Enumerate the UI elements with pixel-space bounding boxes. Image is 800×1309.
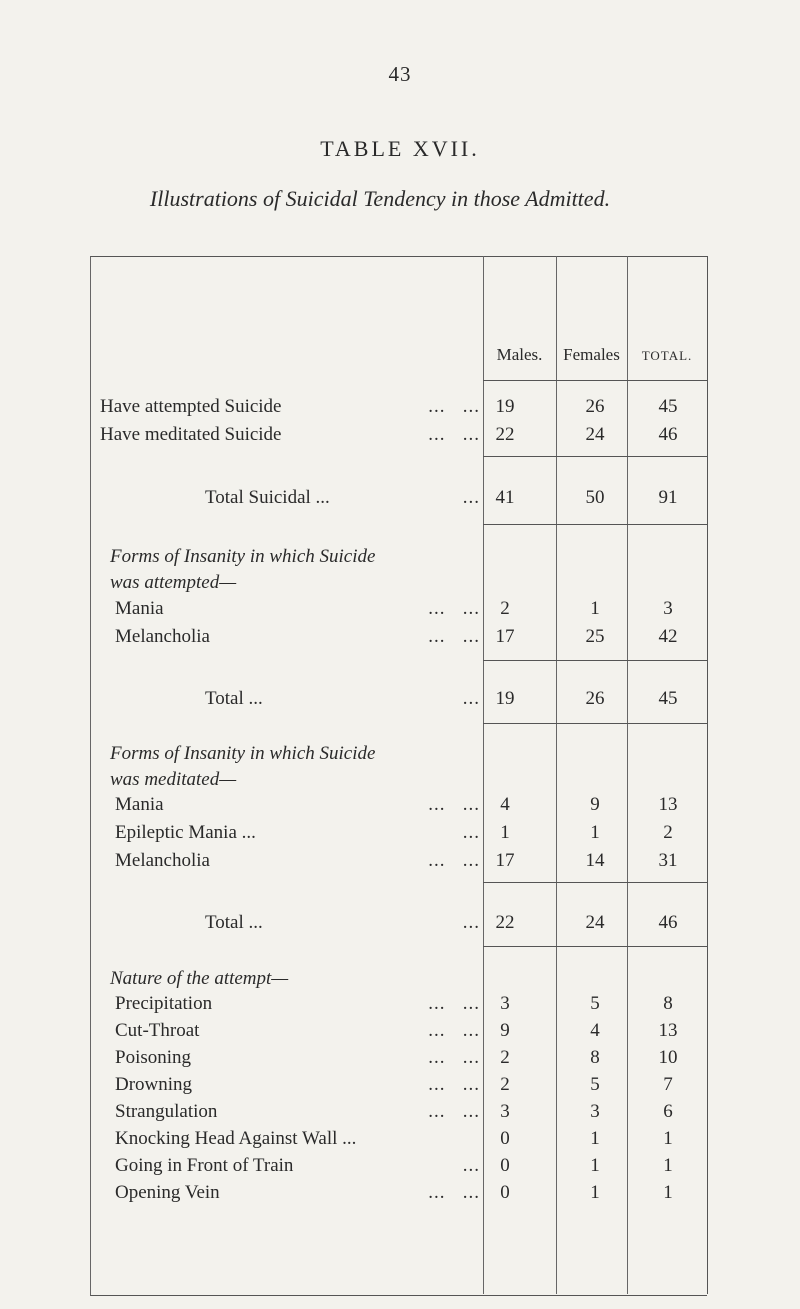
females-value: 1: [590, 1182, 600, 1203]
table-row: [100, 1182, 700, 1210]
males-value: 41: [495, 487, 515, 508]
males-value: 22: [495, 424, 515, 445]
total-value: 3: [663, 598, 673, 619]
males-value: 4: [500, 794, 510, 815]
leader-dots: ...: [462, 912, 480, 933]
table-row: [100, 1155, 700, 1183]
females-value: 24: [585, 912, 605, 933]
leader-dots: ... ...: [428, 1047, 480, 1068]
total-label: Total ...: [205, 912, 263, 933]
leader-dots: ...: [462, 487, 480, 508]
table-row: [100, 424, 700, 452]
females-value: 50: [585, 487, 605, 508]
row-label: Opening Vein: [115, 1182, 220, 1203]
total-value: 10: [658, 1047, 678, 1068]
row-label: Mania: [115, 794, 164, 815]
leader-dots: ... ...: [428, 396, 480, 417]
males-value: 1: [500, 822, 510, 843]
table-row: [100, 1074, 700, 1102]
row-label: Have attempted Suicide: [100, 396, 282, 417]
row-label: Melancholia: [115, 850, 210, 871]
table-row: [100, 1101, 700, 1129]
total-value: 7: [663, 1074, 673, 1095]
table-row: [100, 1128, 700, 1156]
males-value: 19: [495, 396, 515, 417]
females-value: 4: [590, 1020, 600, 1041]
females-value: 3: [590, 1101, 600, 1122]
total-value: 6: [663, 1101, 673, 1122]
table-subtitle: Illustrations of Suicidal Tendency in those Admitted.: [149, 186, 611, 211]
males-value: 19: [495, 688, 515, 709]
females-value: 24: [585, 424, 605, 445]
total-value: 91: [658, 487, 678, 508]
page-number: 43: [388, 62, 412, 86]
males-value: 3: [500, 1101, 510, 1122]
leader-dots: ... ...: [428, 1101, 480, 1122]
table-row: [100, 1020, 700, 1048]
section-rule: [483, 524, 707, 525]
total-value: 45: [658, 688, 678, 709]
row-label: Cut-Throat: [115, 1020, 200, 1041]
table-title: TABLE XVII.: [320, 136, 480, 161]
males-value: 17: [495, 626, 515, 647]
leader-dots: ...: [462, 822, 480, 843]
row-label: Knocking Head Against Wall ...: [115, 1128, 357, 1149]
total-value: 45: [658, 396, 678, 417]
females-value: 9: [590, 794, 600, 815]
females-value: 5: [590, 993, 600, 1014]
males-value: 2: [500, 1074, 510, 1095]
total-value: 42: [658, 626, 678, 647]
leader-dots: ... ...: [428, 1182, 480, 1203]
table-right-border: [707, 256, 708, 1294]
row-label: Precipitation: [115, 993, 213, 1014]
row-label: Epileptic Mania ...: [115, 822, 256, 843]
total-value: 31: [658, 850, 678, 871]
section-rule: [483, 723, 707, 724]
table-row: [100, 993, 700, 1021]
table-row: [100, 794, 700, 822]
total-value: 1: [663, 1155, 673, 1176]
row-label: Have meditated Suicide: [100, 424, 282, 445]
leader-dots: ... ...: [428, 598, 480, 619]
females-value: 1: [590, 822, 600, 843]
total-value: 1: [663, 1182, 673, 1203]
leader-dots: ... ...: [428, 626, 480, 647]
leader-dots: ... ...: [428, 993, 480, 1014]
females-value: 25: [585, 626, 605, 647]
males-value: 0: [500, 1128, 510, 1149]
row-label: Mania: [115, 598, 164, 619]
total-row: [100, 487, 700, 515]
row-label: Going in Front of Train: [115, 1155, 294, 1176]
males-value: 2: [500, 1047, 510, 1068]
table-row: [100, 1047, 700, 1075]
table-row: [100, 598, 700, 626]
males-value: 22: [495, 912, 515, 933]
females-value: 8: [590, 1047, 600, 1068]
leader-dots: ... ...: [428, 1020, 480, 1041]
females-value: 5: [590, 1074, 600, 1095]
total-label: Total ...: [205, 688, 263, 709]
females-value: 26: [585, 396, 605, 417]
subtotal-rule: [483, 660, 707, 661]
table-row: [100, 396, 700, 424]
total-value: 13: [658, 794, 678, 815]
section-rule: [483, 946, 707, 947]
header-rule: [483, 380, 707, 381]
total-row: [100, 688, 700, 716]
total-value: 46: [658, 912, 678, 933]
males-value: 9: [500, 1020, 510, 1041]
column-header-females: Females: [563, 345, 620, 364]
females-value: 1: [590, 1155, 600, 1176]
males-value: 3: [500, 993, 510, 1014]
males-value: 0: [500, 1155, 510, 1176]
subtotal-rule: [483, 456, 707, 457]
total-label: Total Suicidal ...: [205, 487, 330, 508]
females-value: 26: [585, 688, 605, 709]
column-header-total: TOTAL.: [641, 348, 693, 363]
leader-dots: ... ...: [428, 850, 480, 871]
section-heading-nature: Nature of the attempt—: [110, 968, 289, 989]
total-value: 1: [663, 1128, 673, 1149]
subtotal-rule: [483, 882, 707, 883]
total-value: 46: [658, 424, 678, 445]
row-label: Poisoning: [115, 1047, 192, 1068]
leader-dots: ...: [462, 688, 480, 709]
total-value: 13: [658, 1020, 678, 1041]
leader-dots: ...: [462, 1155, 480, 1176]
table-row: [100, 822, 700, 850]
row-label: Drowning: [115, 1074, 193, 1095]
row-label: Melancholia: [115, 626, 210, 647]
females-value: 14: [585, 850, 605, 871]
leader-dots: ... ...: [428, 1074, 480, 1095]
section-heading-meditated: Forms of Insanity in which Suicide was meditated—: [110, 743, 376, 790]
leader-dots: ... ...: [428, 424, 480, 445]
males-value: 2: [500, 598, 510, 619]
males-value: 17: [495, 850, 515, 871]
males-value: 0: [500, 1182, 510, 1203]
females-value: 1: [590, 598, 600, 619]
total-value: 2: [663, 822, 673, 843]
row-label: Strangulation: [115, 1101, 218, 1122]
table-row: [100, 850, 700, 878]
column-header-males: Males.: [496, 345, 543, 364]
total-row: [100, 912, 700, 940]
leader-dots: ... ...: [428, 794, 480, 815]
section-heading-attempted: Forms of Insanity in which Suicide was attempted—: [110, 546, 376, 593]
total-value: 8: [663, 993, 673, 1014]
table-row: [100, 626, 700, 654]
females-value: 1: [590, 1128, 600, 1149]
